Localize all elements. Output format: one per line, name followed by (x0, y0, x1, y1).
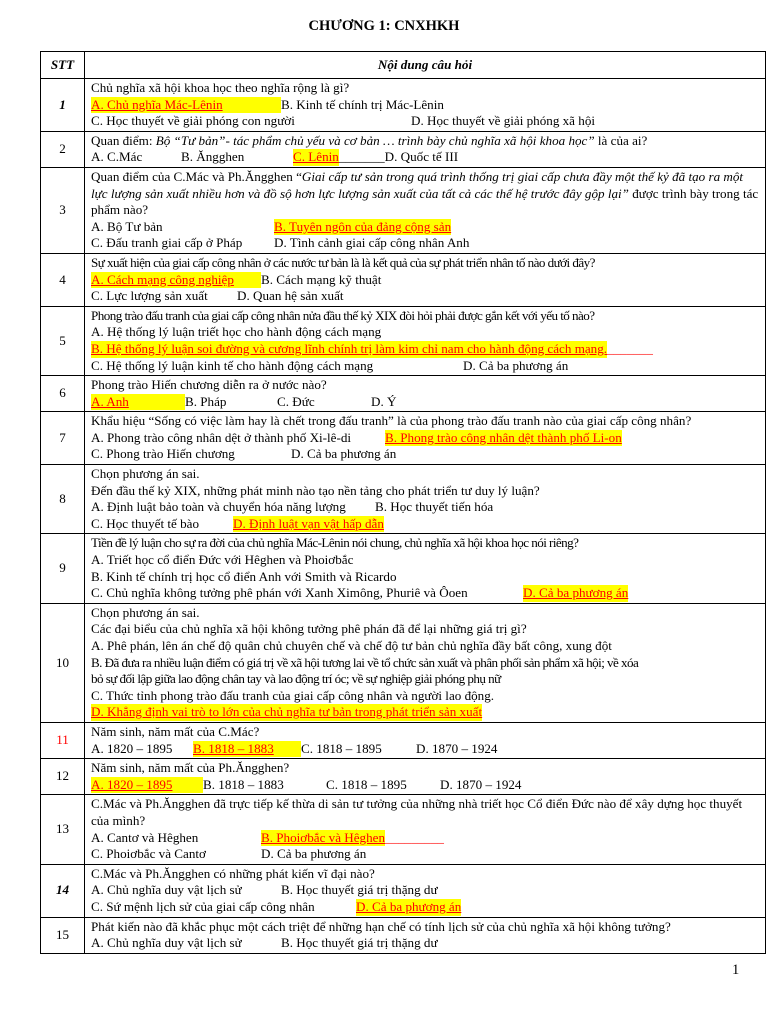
question-text: Sự xuất hiện của giai cấp công nhân ở các nước tư bản là là kết quả của sự phát triển nhân tố nào dưới đây? (91, 254, 595, 270)
question-content (85, 465, 766, 534)
answer-line (91, 585, 761, 602)
question-content (85, 603, 766, 722)
question-text: Khẩu hiệu “Sống có việc làm hay là chết trong đấu tranh” là của phong trào đấu tranh nào của giai cấp công nhân? (91, 413, 692, 429)
question-text: Tiền đề lý luận cho sự ra đời của chủ nghĩa Mác-Lênin nói chung, chủ nghĩa xã hội khoa học nói riêng? (91, 535, 579, 551)
answer-line (91, 671, 761, 688)
answer-option: D. Quan hệ sản xuất (237, 288, 344, 304)
answer-line (91, 882, 761, 899)
header-stt: STT (41, 52, 85, 79)
question-number: 15 (41, 917, 85, 953)
answer-line (91, 219, 761, 236)
answer-option: _______ (607, 340, 653, 356)
question-number: 7 (41, 412, 85, 465)
answer-option: D. 1870 – 1924 (416, 740, 498, 756)
answer-option: B. Đã đưa ra nhiều luận điểm có giá trị về xã hội tương lai về tổ chức sản xuất và phân phối sản phẩm xã hội; về xóa (91, 654, 639, 670)
answer-option: D. Cả ba phương án (291, 446, 397, 462)
answer-option: C. Học thuyết về giải phóng con người (91, 113, 295, 129)
answer-line (91, 113, 761, 130)
answer-option: A. Phê phán, lên án chế độ quân chủ chuyên chế và chế độ tư bản chủ nghĩa đầy bất công, xung đột (91, 638, 612, 653)
question-content (85, 376, 766, 412)
answer-option: C. Thức tỉnh phong trào đấu tranh của giai cấp công nhân và người lao động. (91, 687, 495, 703)
answer-option: C. Phong trào Hiến chương (91, 446, 235, 462)
answer-line (91, 394, 761, 411)
answer-option: C. Đức (277, 393, 315, 409)
answer-option: D. 1870 – 1924 (440, 776, 522, 792)
answer-option: B. Pháp (185, 393, 227, 409)
answer-line (91, 935, 761, 952)
question-content (85, 167, 766, 253)
answer-line (91, 499, 761, 516)
answer-option: A. Chủ nghĩa duy vật lịch sử (91, 882, 242, 898)
correct-answer-option: B. Phoiơbắc và Hêghen (261, 829, 386, 845)
question-text: C.Mác và Ph.Ăngghen đã trực tiếp kế thừa di sản tư tưởng của những nhà triết học Cổ điển Đức nào để xây dựng học thuyết của mình? (91, 796, 743, 828)
answer-option: A. Chủ nghĩa duy vật lịch sử (91, 935, 242, 951)
answer-line (91, 149, 761, 166)
answer-option: D. Học thuyết về giải phóng xã hội (411, 113, 596, 129)
question-row (41, 795, 766, 864)
question-content (85, 917, 766, 953)
answer-option: B. Kinh tế chính trị học cổ điển Anh với Smith và Ricardo (91, 568, 397, 584)
question-row (41, 465, 766, 534)
answer-option: C. 1818 – 1895 (301, 740, 382, 756)
question-content (85, 795, 766, 864)
question-number: 9 (41, 534, 85, 603)
correct-answer-option: A. Cách mạng công nghiệp (91, 272, 261, 289)
question-text: Phát kiến nào đã khắc phục một cách triệt để những hạn chế có tính lịch sử của chủ nghĩa xã hội không tưởng? (91, 918, 671, 934)
question-number: 4 (41, 253, 85, 306)
answer-line (91, 235, 761, 252)
answer-option: B. Ăngghen (181, 149, 245, 165)
answer-line (91, 516, 761, 533)
question-number: 6 (41, 376, 85, 412)
question-row (41, 864, 766, 917)
question-row (41, 412, 766, 465)
question-number: 13 (41, 795, 85, 864)
answer-line (91, 358, 761, 375)
answer-line (91, 846, 761, 863)
question-text: Quan điểm: Bộ “Tư bản”- tác phẩm chủ yếu và cơ bản … trình bày chủ nghĩa xã hội khoa học” là của ai? (91, 132, 648, 148)
question-row (41, 131, 766, 167)
answer-option: A. Định luật bảo toàn và chuyển hóa năng lượng (91, 499, 346, 515)
question-row (41, 722, 766, 758)
question-table (40, 51, 766, 954)
question-text: Năm sinh, năm mất của C.Mác? (91, 723, 260, 739)
answer-line (91, 655, 761, 672)
question-content (85, 864, 766, 917)
question-text: Phong trào Hiến chương diễn ra ở nước nào? (91, 377, 327, 393)
question-number: 2 (41, 131, 85, 167)
answer-line (91, 446, 761, 463)
correct-answer-option: B. Hệ thống lý luận soi đường và cương lĩnh chính trị làm kim chỉ nam cho hành động cách mạng. (91, 340, 608, 356)
answer-option: C. Sứ mệnh lịch sử của giai cấp công nhân (91, 898, 315, 914)
question-content (85, 534, 766, 603)
answer-option: A. C.Mác (91, 149, 143, 165)
table-header-row (41, 52, 766, 79)
answer-line (91, 272, 761, 289)
question-number: 8 (41, 465, 85, 534)
answer-option: _________ (385, 829, 444, 845)
correct-answer-option: D. Cả ba phương án (356, 898, 462, 914)
answer-line (91, 704, 761, 721)
question-number: 11 (41, 722, 85, 758)
question-text: Năm sinh, năm mất của Ph.Ăngghen? (91, 760, 290, 776)
question-number: 10 (41, 603, 85, 722)
question-row (41, 376, 766, 412)
answer-line (91, 341, 761, 358)
answer-option: C. Chủ nghĩa không tưởng phê phán với Xanh Ximông, Phuriê và Ôoen (91, 585, 468, 601)
question-number: 12 (41, 759, 85, 795)
question-row (41, 603, 766, 722)
answer-option: A. Bộ Tư bản (91, 218, 163, 234)
question-row (41, 79, 766, 132)
question-text-secondary: Đến đầu thế kỷ XIX, những phát minh nào tạo nền tảng cho phát triển tư duy lý luận? (91, 482, 540, 498)
question-number: 14 (41, 864, 85, 917)
correct-answer-option: D. Định luật vạn vật hấp dẫn (233, 515, 384, 531)
answer-option: _______ (338, 149, 385, 165)
question-content (85, 79, 766, 132)
answer-line (91, 430, 761, 447)
answer-option: D. Quốc tế III (384, 149, 459, 165)
question-content (85, 306, 766, 375)
answer-line (91, 777, 761, 794)
question-row (41, 167, 766, 253)
question-row (41, 759, 766, 795)
correct-answer-option: A. 1820 – 1895 (91, 777, 203, 794)
answer-option: C. Phoiơbắc và Cantơ (91, 846, 206, 862)
answer-option: B. 1818 – 1883 (203, 776, 284, 792)
answer-option: C. Lực lượng sản xuất (91, 288, 208, 304)
question-text: Quan điểm của C.Mác và Ph.Ăngghen “Giai cấp tư sản trong quá trình thống trị giai cấp chưa đầy một thế kỷ đã tạo ra một lực lượng sản xuất nhiều hơn và đồ sộ hơn lực lượng sản xuất của tất cả các thế hệ trước đây gộp lại” được trình bày trong tác phẩm nào? (91, 168, 759, 218)
answer-option: A. 1820 – 1895 (91, 740, 173, 756)
answer-option: B. Học thuyết tiến hóa (375, 499, 494, 515)
question-text: Chọn phương án sai. (91, 466, 200, 482)
answer-line (91, 638, 761, 655)
answer-line (91, 569, 761, 586)
correct-answer-option: C. Lênin (293, 149, 339, 165)
question-row (41, 917, 766, 953)
question-text: Phong trào đấu tranh của giai cấp công nhân nửa đầu thế kỷ XIX đòi hỏi phải được gắn kết với yếu tố nào? (91, 307, 595, 323)
correct-answer-option: B. 1818 – 1883 (193, 741, 301, 758)
answer-option: C. Hệ thống lý luận kinh tế cho hành động cách mạng (91, 357, 374, 373)
answer-option: B. Cách mạng kỹ thuật (261, 271, 382, 287)
answer-option: D. Cả ba phương án (463, 357, 569, 373)
answer-option: D. Ý (371, 393, 397, 409)
answer-option: D. Tình cảnh giai cấp công nhân Anh (274, 235, 470, 251)
answer-option: A. Hệ thống lý luận triết học cho hành động cách mạng (91, 324, 382, 340)
page-title: CHƯƠNG 1: CNXHKH (308, 18, 460, 34)
answer-line (91, 830, 761, 847)
answer-option: B. Kinh tế chính trị Mác-Lênin (281, 96, 444, 112)
answer-line (91, 741, 761, 758)
answer-option: C. Học thuyết tế bào (91, 515, 199, 531)
answer-option: A. Phong trào công nhân dệt ở thành phố Xi-lê-di (91, 429, 352, 445)
question-number: 3 (41, 167, 85, 253)
page-number: 1 (732, 962, 740, 978)
question-content (85, 253, 766, 306)
answer-line (91, 552, 761, 569)
correct-answer-option: D. Khẳng định vai trò to lớn của chủ nghĩa tư bản trong phát triển sản xuất (91, 704, 483, 720)
question-text-secondary: Các đại biểu của chủ nghĩa xã hội không tưởng phê phán đã để lại những giá trị gì? (91, 621, 527, 637)
answer-option: A. Cantơ và Hêghen (91, 829, 199, 845)
question-text: C.Mác và Ph.Ăngghen có những phát kiến vĩ đại nào? (91, 865, 375, 881)
question-content (85, 722, 766, 758)
answer-line (91, 899, 761, 916)
header-content: Nội dung câu hỏi (85, 52, 766, 79)
correct-answer-option: B. Phong trào công nhân dệt thành phố Li-on (385, 429, 622, 445)
correct-answer-option: D. Cả ba phương án (523, 585, 629, 601)
answer-line (91, 288, 761, 305)
correct-answer-option: B. Tuyên ngôn của đảng cộng sản (274, 218, 452, 234)
question-text: Chủ nghĩa xã hội khoa học theo nghĩa rộng là gì? (91, 80, 350, 95)
question-number: 1 (41, 79, 85, 132)
question-row (41, 534, 766, 603)
answer-option: B. Học thuyết giá trị thặng dư (281, 882, 438, 898)
answer-option: A. Triết học cổ điển Đức với Hêghen và Phoiơbắc (91, 552, 354, 568)
answer-option: D. Cả ba phương án (261, 846, 367, 862)
question-text: Chọn phương án sai. (91, 604, 200, 620)
answer-option: B. Học thuyết giá trị thặng dư (281, 935, 438, 951)
answer-line (91, 688, 761, 705)
answer-option: C. Đấu tranh giai cấp ở Pháp (91, 235, 243, 251)
question-content (85, 131, 766, 167)
correct-answer-option: A. Anh (91, 394, 185, 411)
answer-option: bỏ sự đối lập giữa lao động chân tay và lao động trí óc; về sự nghiệp giải phóng phụ nữ (91, 671, 501, 687)
question-table-body (41, 79, 766, 954)
answer-option: C. 1818 – 1895 (326, 776, 407, 792)
question-row (41, 253, 766, 306)
question-content (85, 412, 766, 465)
answer-line (91, 97, 761, 114)
answer-line (91, 324, 761, 341)
question-content (85, 759, 766, 795)
correct-answer-option: A. Chủ nghĩa Mác-Lênin (91, 97, 281, 114)
question-number: 5 (41, 306, 85, 375)
question-row (41, 306, 766, 375)
